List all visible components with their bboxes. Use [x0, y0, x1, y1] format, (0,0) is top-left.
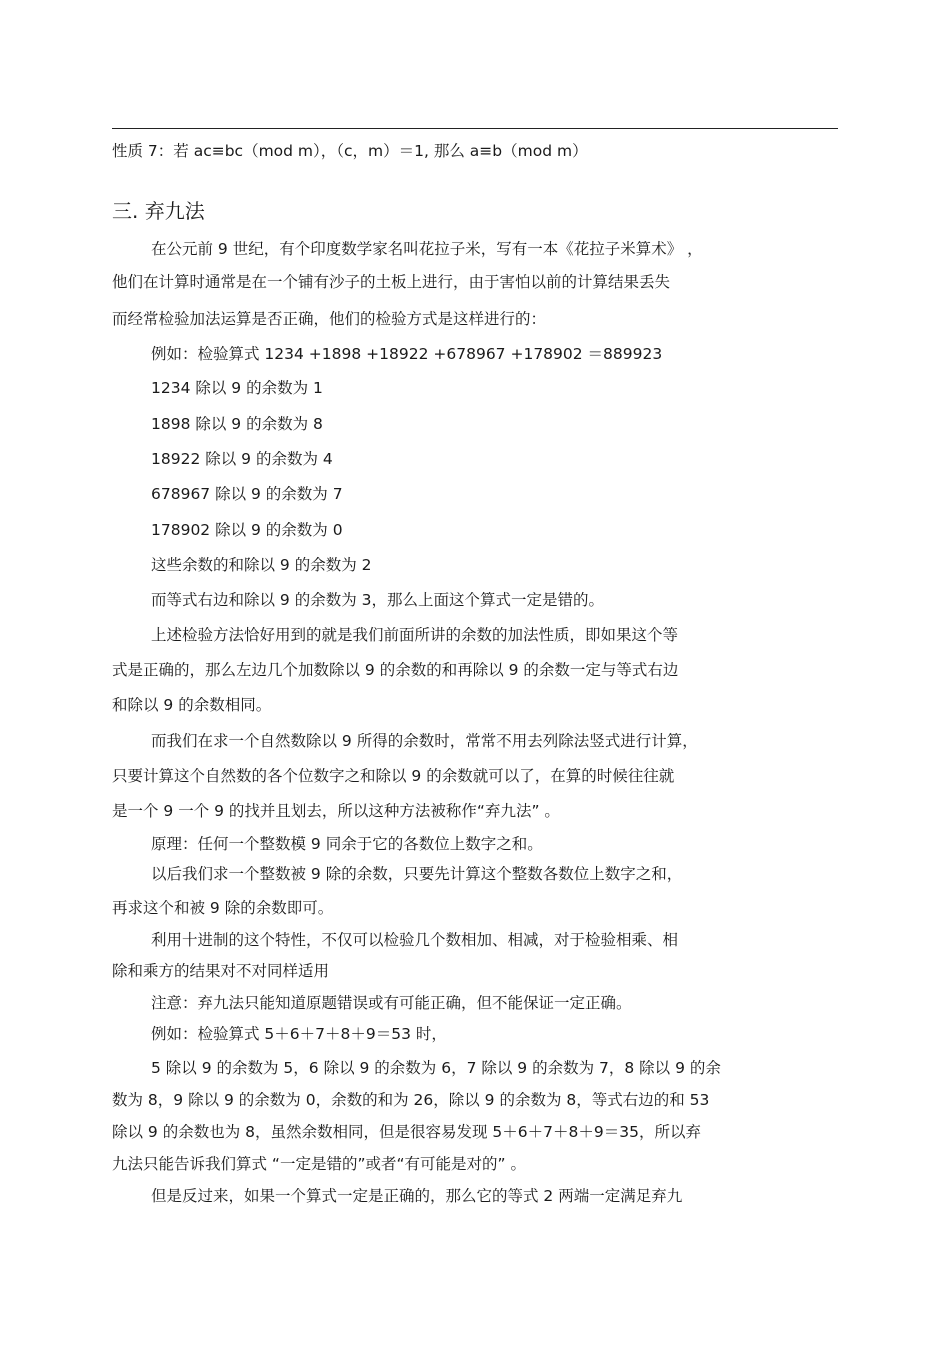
paragraph-line: 数为 8，9 除以 9 的余数为 0，余数的和为 26，除以 9 的余数为 8，等式右边的和 53: [112, 1091, 710, 1109]
paragraph-line: 而经常检验加法运算是否正确，他们的检验方式是这样进行的：: [112, 310, 547, 328]
paragraph-line: 以后我们求一个整数被 9 除的余数，只要先计算这个整数各数位上数字之和，: [151, 865, 683, 883]
paragraph-line: 5 除以 9 的余数为 5，6 除以 9 的余数为 6，7 除以 9 的余数为 7，8 除以 9 的余: [151, 1059, 721, 1077]
paragraph-line: 除以 9 的余数也为 8，虽然余数相同，但是很容易发现 5＋6＋7＋8＋9＝35，所以弃: [112, 1123, 701, 1141]
paragraph-line: 1898 除以 9 的余数为 8: [151, 415, 323, 433]
section-heading: 三. 弃九法: [112, 199, 205, 223]
paragraph-line: 是一个 9 一个 9 的找并且划去，所以这种方法被称作“弃九法” 。: [112, 802, 560, 820]
paragraph-line: 但是反过来，如果一个算式一定是正确的，那么它的等式 2 两端一定满足弃九: [151, 1187, 683, 1205]
paragraph-line: 678967 除以 9 的余数为 7: [151, 485, 343, 503]
paragraph-line: 利用十进制的这个特性，不仅可以检验几个数相加、相减，对于检验相乘、相: [151, 931, 679, 949]
paragraph-line: 上述检验方法恰好用到的就是我们前面所讲的余数的加法性质，即如果这个等: [151, 626, 679, 644]
paragraph-line: 178902 除以 9 的余数为 0: [151, 521, 343, 539]
paragraph-line: 例如：检验算式 1234 +1898 +18922 +678967 +178902 ＝889923: [151, 345, 663, 363]
paragraph-line: 而我们在求一个自然数除以 9 所得的余数时，常常不用去列除法竖式进行计算，: [151, 732, 698, 750]
paragraph-line: 式是正确的，那么左边几个加数除以 9 的余数的和再除以 9 的余数一定与等式右边: [112, 661, 679, 679]
paragraph-line: 例如：检验算式 5＋6＋7＋8＋9＝53 时，: [151, 1025, 447, 1043]
paragraph-line: 18922 除以 9 的余数为 4: [151, 450, 333, 468]
paragraph-line: 而等式右边和除以 9 的余数为 3，那么上面这个算式一定是错的。: [151, 591, 605, 609]
paragraph-line: 只要计算这个自然数的各个位数字之和除以 9 的余数就可以了，在算的时候往往就: [112, 767, 675, 785]
paragraph-line: 除和乘方的结果对不对同样适用: [112, 962, 330, 980]
paragraph-line: 1234 除以 9 的余数为 1: [151, 379, 323, 397]
header-rule: [112, 128, 838, 129]
paragraph-line: 原理：任何一个整数模 9 同余于它的各数位上数字之和。: [151, 835, 543, 853]
property-7: 性质 7：若 ac≡bc（mod m），（c，m）＝1, 那么 a≡b（mod m）: [112, 142, 588, 160]
paragraph-line: 这些余数的和除以 9 的余数为 2: [151, 556, 372, 574]
paragraph-line: 九法只能告诉我们算式 “一定是错的”或者“有可能是对的” 。: [112, 1155, 526, 1173]
paragraph-line: 在公元前 9 世纪，有个印度数学家名叫花拉子米，写有一本《花拉子米算术》 ，: [151, 240, 703, 258]
paragraph-line: 和除以 9 的余数相同。: [112, 696, 272, 714]
paragraph-line: 再求这个和被 9 除的余数即可。: [112, 899, 334, 917]
paragraph-line: 他们在计算时通常是在一个铺有沙子的土板上进行，由于害怕以前的计算结果丢失: [112, 273, 671, 291]
paragraph-line: 注意：弃九法只能知道原题错误或有可能正确，但不能保证一定正确。: [151, 994, 632, 1012]
